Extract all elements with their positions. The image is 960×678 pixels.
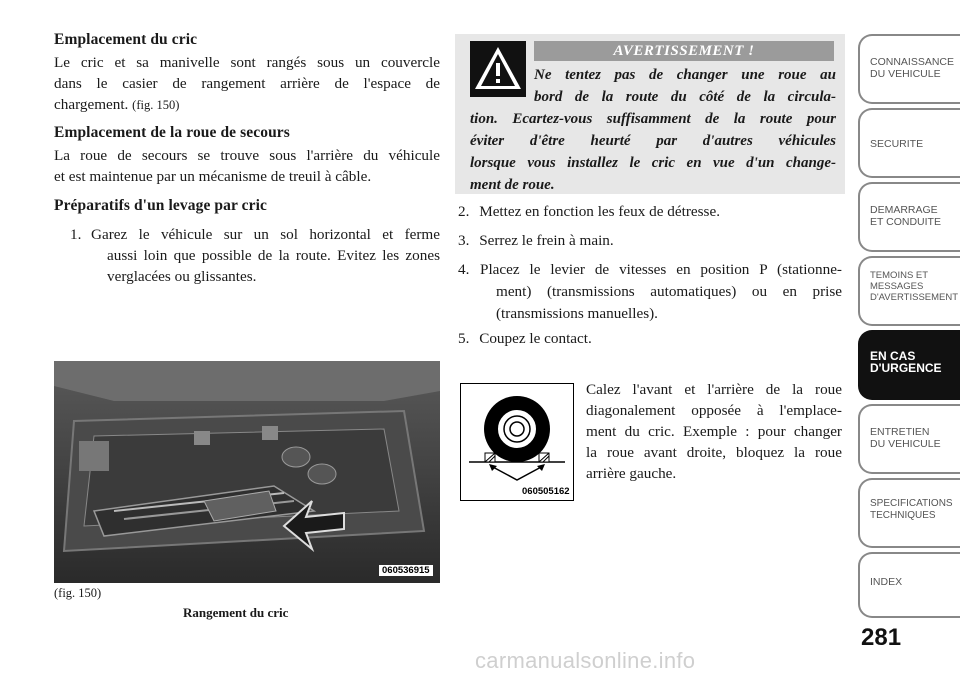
- step-number: 5.: [458, 330, 470, 347]
- tab-label: SECURITE: [870, 138, 924, 150]
- warning-line: tion. Ecartez-vous suffisamment de la route pour: [470, 111, 836, 127]
- wheel-chock-paragraph: [586, 379, 842, 484]
- wheel-chock-figure: [460, 383, 574, 501]
- text-line: Coupez le contact.: [479, 330, 592, 347]
- warning-icon-frame: [470, 41, 526, 97]
- text-line: (transmissions manuelles).: [496, 305, 658, 322]
- step-number: 2.: [458, 203, 470, 220]
- tab-label: INDEX: [870, 576, 903, 588]
- tab-emergency[interactable]: [858, 330, 960, 400]
- tab-label: ET CONDUITE: [870, 216, 941, 228]
- jack-storage-photo: [54, 361, 440, 583]
- step-number: 1.: [70, 226, 82, 243]
- jack-storage-illustration: [54, 361, 440, 583]
- tab-label: CONNAISSANCE: [870, 56, 955, 68]
- tab-starting-driving[interactable]: [858, 182, 960, 252]
- heading-jack-location: Emplacement du cric: [54, 31, 198, 48]
- warning-line: bord de la route du côté de la circula-: [534, 89, 836, 105]
- step-2: [458, 201, 842, 223]
- text-line: Garez le véhicule sur un sol horizontal et ferme: [91, 226, 440, 243]
- warning-box: [455, 34, 845, 194]
- warning-line: lorsque vous installez le cric en vue d'un change-: [470, 155, 836, 171]
- figure-label: (fig. 150): [54, 586, 102, 600]
- text-line: arrière gauche.: [586, 465, 677, 482]
- figure-reference: (fig. 150): [132, 98, 180, 112]
- paragraph-jack-location: [54, 52, 440, 116]
- tab-label: DEMARRAGE: [870, 204, 938, 216]
- tab-label: DU VEHICULE: [870, 438, 941, 450]
- step-number: 3.: [458, 232, 470, 249]
- text-line: [54, 94, 440, 116]
- tab-specifications[interactable]: [858, 478, 960, 548]
- text-line: Serrez le frein à main.: [479, 232, 614, 249]
- tab-label: D'AVERTISSEMENT: [870, 292, 959, 303]
- step-1: [54, 224, 440, 287]
- text-line: Placez le levier de vitesses en position P (stationne-: [480, 261, 842, 278]
- text-line: Mettez en fonction les feux de détresse.: [479, 203, 720, 220]
- tab-label: ENTRETIEN: [870, 426, 930, 438]
- text-line: ment du cric. Exemple : pour changer: [586, 423, 842, 440]
- paragraph-spare-wheel: [54, 145, 440, 187]
- text-line: chargement.: [54, 96, 129, 113]
- text-line: Le cric et sa manivelle sont rangés sous un couvercle: [54, 54, 440, 71]
- heading-jacking-prep: Préparatifs d'un levage par cric: [54, 197, 267, 214]
- tab-label: EN CAS: [870, 349, 916, 363]
- warning-line: éviter d'être heurté par d'autres véhicules: [470, 133, 836, 149]
- warning-line: Ne tentez pas de changer une roue au: [534, 67, 836, 83]
- text-line: aussi loin que possible de la route. Evitez les zones: [107, 247, 440, 264]
- wheel-figure-code: 060505162: [519, 486, 573, 497]
- text-line: et est maintenue par un mécanisme de treuil à câble.: [54, 168, 372, 185]
- watermark: carmanualsonline.info: [475, 648, 696, 673]
- tab-label: TECHNIQUES: [870, 510, 936, 521]
- heading-spare-wheel: Emplacement de la roue de secours: [54, 124, 290, 141]
- tab-label: TEMOINS ET: [870, 270, 929, 281]
- warning-line: ment de roue.: [470, 177, 555, 193]
- photo-code: 060536915: [379, 565, 433, 576]
- tab-label: MESSAGES: [870, 281, 924, 292]
- step-number: 4.: [458, 261, 470, 278]
- text-line: la roue avant droite, bloquez la roue: [586, 444, 842, 461]
- text-line: dans le casier de rangement arrière de l'espace de: [54, 75, 440, 92]
- tab-label: SPECIFICATIONS: [870, 498, 953, 509]
- step-3: [458, 230, 842, 252]
- tab-index[interactable]: [858, 552, 960, 618]
- warning-triangle-icon: [470, 41, 526, 97]
- text-line: verglacées ou glissantes.: [107, 268, 257, 285]
- text-line: diagonalement opposée à l'emplace-: [586, 402, 842, 419]
- tab-vehicle-knowledge[interactable]: [858, 34, 960, 104]
- step-4: [458, 259, 842, 325]
- tab-safety[interactable]: [858, 108, 960, 178]
- step-5: [458, 328, 842, 350]
- warning-title: AVERTISSEMENT !: [534, 41, 834, 61]
- wheel-chock-icon: [461, 384, 573, 500]
- tab-label: D'URGENCE: [870, 361, 942, 375]
- text-line: ment) (transmissions automatiques) ou en prise: [496, 283, 842, 300]
- figure-caption: Rangement du cric: [183, 605, 289, 620]
- text-line: Calez l'avant et l'arrière de la roue: [586, 381, 842, 398]
- text-line: La roue de secours se trouve sous l'arrière du véhicule: [54, 147, 440, 164]
- tab-maintenance[interactable]: [858, 404, 960, 474]
- tab-label: DU VEHICULE: [870, 68, 941, 80]
- tab-warning-lights[interactable]: [858, 256, 960, 326]
- page-number: 281: [861, 624, 902, 651]
